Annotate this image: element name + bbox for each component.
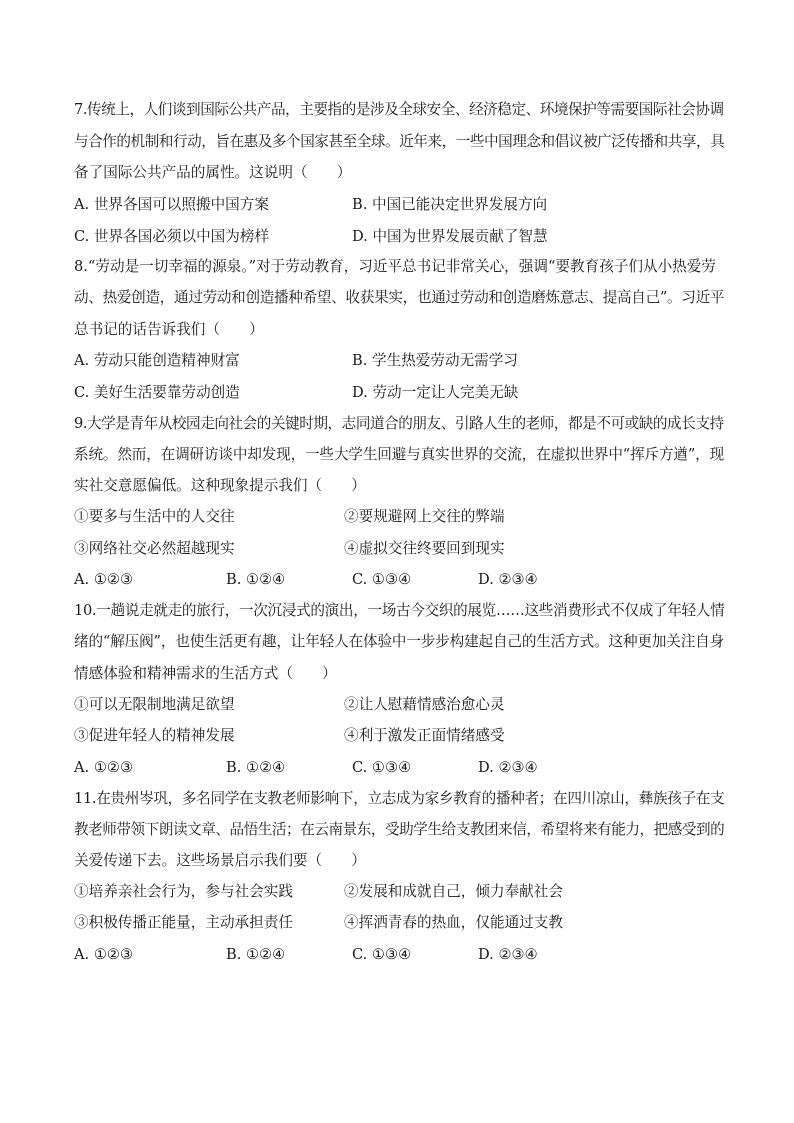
question-text: 关爱传递下去。这些场景启示我们要（ ） (74, 852, 366, 869)
question-text: 10.一趟说走就走的旅行，一次沉浸式的演出，一场古今交织的展览……这些消费形式不仅成了年轻人情 (74, 602, 725, 619)
option-b: B. 中国已能决定世界发展方向 (352, 196, 548, 213)
statement-4: ④虚拟交往终要回到现实 (344, 540, 505, 557)
question-text: 情感体验和精神需求的生活方式（ ） (74, 665, 337, 682)
question-text: 11.在贵州岑巩，多名同学在支教老师影响下，立志成为家乡教育的播种者；在四川凉山，彝族孩子在支 (74, 790, 725, 807)
question-text: 教老师带领下朗读文章、品悟生活；在云南景东，受助学生给支教团来信，希望将来有能力，把感受到的 (74, 821, 725, 838)
question-text: 与合作的机制和行动，旨在惠及多个国家甚至全球。近年来，一些中国理念和倡议被广泛传播和共享，具 (74, 133, 725, 150)
option-a: A. 世界各国可以照搬中国方案 (74, 196, 269, 213)
statement-1: ①培养亲社会行为，参与社会实践 (74, 883, 293, 900)
option-b: B. ①②④ (226, 759, 286, 776)
statement-3: ③促进年轻人的精神发展 (74, 727, 235, 744)
option-d: D. ②③④ (478, 571, 538, 588)
question-text: 系统。然而，在调研访谈中却发现，一些大学生回避与真实世界的交流，在虚拟世界中“挥斥方遒”，现 (74, 446, 725, 463)
question-text: 7.传统上，人们谈到国际公共产品，主要指的是涉及全球安全、经济稳定、环境保护等需要国际社会协调 (74, 101, 724, 118)
option-c: C. 美好生活要靠劳动创造 (74, 384, 240, 401)
statement-3: ③网络社交必然超越现实 (74, 540, 235, 557)
option-c: C. ①③④ (352, 759, 412, 776)
question-text: 总书记的话告诉我们（ ） (74, 321, 264, 338)
statement-2: ②让人慰藉情感治愈心灵 (344, 696, 505, 713)
question-text: 8.“劳动是一切幸福的源泉。”对于劳动教育，习近平总书记非常关心，强调“要教育孩子们从小热爱劳 (74, 258, 716, 275)
statement-2: ②发展和成就自己，倾力奉献社会 (344, 883, 563, 900)
option-a: A. ①②③ (74, 759, 134, 776)
option-c: C. ①③④ (352, 571, 412, 588)
statement-3: ③积极传播正能量，主动承担责任 (74, 914, 293, 931)
statement-2: ②要规避网上交往的弊端 (344, 508, 505, 525)
question-text: 备了国际公共产品的属性。这说明（ ） (74, 164, 352, 181)
option-d: D. ②③④ (478, 759, 538, 776)
question-text: 9.大学是青年从校园走向社会的关键时期，志同道合的朋友、引路人生的老师，都是不可或缺的成长支持 (74, 415, 724, 432)
option-a: A. ①②③ (74, 946, 134, 963)
option-c: C. 世界各国必须以中国为榜样 (74, 228, 270, 245)
option-a: A. ①②③ (74, 571, 134, 588)
statement-1: ①可以无限制地满足欲望 (74, 696, 235, 713)
statement-4: ④利于激发正面情绪感受 (344, 727, 505, 744)
option-d: D. ②③④ (478, 946, 538, 963)
statement-1: ①要多与生活中的人交往 (74, 508, 235, 525)
statement-4: ④挥洒青春的热血，仅能通过支教 (344, 914, 563, 931)
option-b: B. ①②④ (226, 946, 286, 963)
question-text: 动、热爱创造，通过劳动和创造播种希望、收获果实，也通过劳动和创造磨炼意志、提高自己”。习近平 (74, 289, 725, 306)
option-a: A. 劳动只能创造精神财富 (74, 352, 240, 369)
option-b: B. 学生热爱劳动无需学习 (352, 352, 518, 369)
question-text: 实社交意愿偏低。这种现象提示我们（ ） (74, 477, 366, 494)
option-d: D. 中国为世界发展贡献了智慧 (352, 228, 548, 245)
option-d: D. 劳动一定让人完美无缺 (352, 384, 519, 401)
option-b: B. ①②④ (226, 571, 286, 588)
option-c: C. ①③④ (352, 946, 412, 963)
question-text: 绪的“解压阀”，也使生活更有趣，让年轻人在体验中一步步构建起自己的生活方式。这种更加关注自身 (74, 633, 725, 650)
